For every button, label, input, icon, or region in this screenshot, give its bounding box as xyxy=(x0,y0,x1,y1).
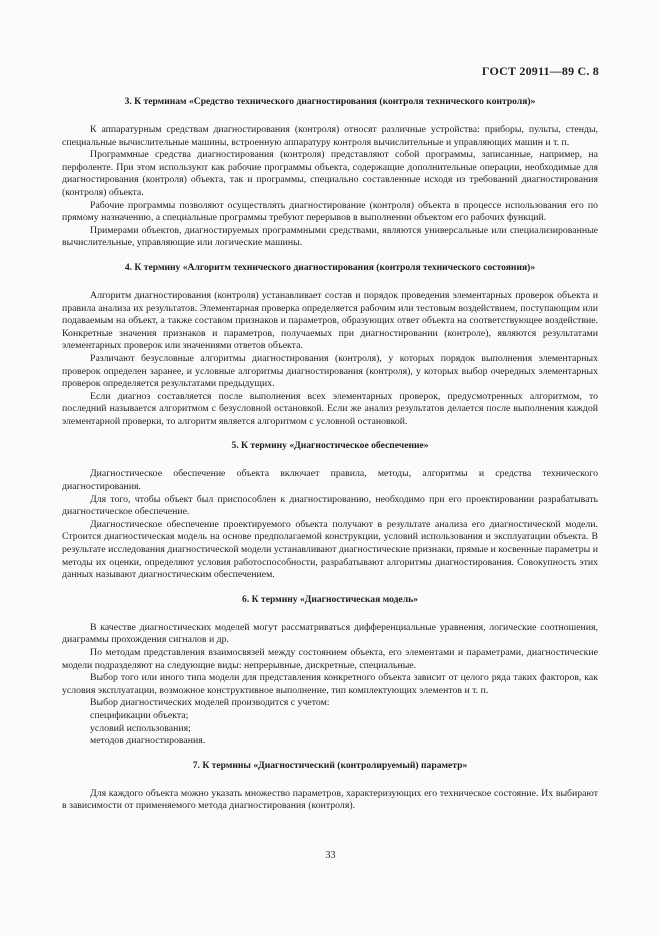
paragraph: Для каждого объекта можно указать множество параметров, характеризующих его техническое состояние. Их выбирают в зависимости от применяемого метода диагностирования (контроля). xyxy=(62,787,598,812)
document-header: ГОСТ 20911—89 С. 8 xyxy=(481,64,599,78)
paragraph: Диагностическое обеспечение проектируемого объекта получают в результате анализа его диагностической модели. Строится диагностическая модель на основе предполагаемой конструкции, условий использования и эксплуатации объекта. В результате исследования диагностической модели устанавливают диагностические признаки, прямые и косвенные параметры и методы их оценки, определяют условия работоспособности, разрабатывают алгоритмы диагностирования. Совокупность этих данных называют диагностическим обеспечением. xyxy=(62,518,598,581)
list-item: условий использования; xyxy=(90,722,191,734)
paragraph: Рабочие программы позволяют осуществлять диагностирование (контроля) объекта в процессе использования его по прямому назначению, а специальные программы требуют перерывов в выполнении объектом его рабочих функций. xyxy=(62,199,598,224)
section-heading: 7. К термины «Диагностический (контролируемый) параметр» xyxy=(192,759,468,771)
section-heading: 5. К термину «Диагностическое обеспечение» xyxy=(231,440,429,452)
list-item: спецификации объекта; xyxy=(90,709,189,721)
paragraph: Если диагноз составляется после выполнения всех элементарных проверок, предусмотренных алгоритмом, то последний называется алгоритмом с безусловной остановкой. Если же анализ результатов делается после выполнения каждой элементарной проверки, то алгоритм является алгоритмом с условной остановкой. xyxy=(62,390,598,427)
section-heading: 3. К терминам «Средство технического диагностирования (контроля технического контроля)» xyxy=(124,96,536,107)
section-heading: 4. К термину «Алгоритм технического диагностирования (контроля технического состояния)» xyxy=(124,261,536,273)
paragraph: В качестве диагностических моделей могут рассматриваться дифференциальные уравнения, логические соотношения, диаграммы прохождения сигналов и др. xyxy=(62,621,598,646)
section-heading: 6. К термину «Диагностическая модель» xyxy=(242,593,418,605)
paragraph: Выбор того или иного типа модели для представления конкретного объекта зависит от целого ряда таких факторов, как условия эксплуатации, возможное конструктивное выполнение, тип комплектующих элементов и т. п. xyxy=(62,672,598,696)
section-3 xyxy=(62,96,598,250)
section-5 xyxy=(62,440,598,581)
paragraph: Алгоритм диагностирования (контроля) устанавливает состав и порядок проведения элементарных проверок объекта и правила анализа их результатов. Элементарная проверка определяется рабочим или тестовым воздействием, поступающим или подаваемым на объект, а также составом признаков и параметров, образующих ответ объекта на соответствующее воздействие. Конкретные значения признаков и параметров, получаемых при диагностировании (контроле), являются результатами элементарных проверок или значениями ответов объекта. xyxy=(62,289,598,352)
list-item: методов диагностирования. xyxy=(90,735,206,747)
section-4 xyxy=(62,262,598,429)
section-6 xyxy=(62,594,598,748)
paragraph: Диагностическое обеспечение объекта включает правила, методы, алгоритмы и средства технического диагностирования. xyxy=(62,468,598,493)
paragraph: Программные средства диагностирования (контроля) представляют собой программы, записанные, например, на перфоленте. При этом используют как рабочие программы объекта, содержащие дополнительные операции, необходимые для диагностирования (контроля) объекта, так и программы, специально составленные исходя из требований диагностирования (контроля) объекта. xyxy=(62,149,598,198)
paragraph: Выбор диагностических моделей производится с учетом: xyxy=(90,697,330,709)
paragraph: К аппаратурным средствам диагностирования (контроля) относят различные устройства: приборы, пульты, стенды, специальные вычислительные машины, встроенную аппаратуру контроля вычислительные и управляющих машин и т. п. xyxy=(62,124,598,148)
page-number: 33 xyxy=(325,850,336,861)
section-7 xyxy=(62,760,598,813)
paragraph: Примерами объектов, диагностируемых программными средствами, являются универсальные или специализированные вычислительные, управляющие или логические машины. xyxy=(62,224,598,249)
paragraph: Различают безусловные алгоритмы диагностирования (контроля), у которых порядок выполнения элементарных проверок определен заранее, и условные алгоритмы диагностирования (контроля), у которых выбор очередных элементарных проверок определяется результатами предыдущих. xyxy=(62,352,598,390)
document-body xyxy=(62,96,598,813)
paragraph: По методам представления взаимосвязей между состоянием объекта, его элементами и параметрами, диагностические модели подразделяют на следующие виды: непрерывные, дискретные, специальные. xyxy=(62,647,598,671)
paragraph: Для того, чтобы объект был приспособлен к диагностированию, необходимо при его проектировании разрабатывать диагностическое обеспечение. xyxy=(62,493,598,518)
